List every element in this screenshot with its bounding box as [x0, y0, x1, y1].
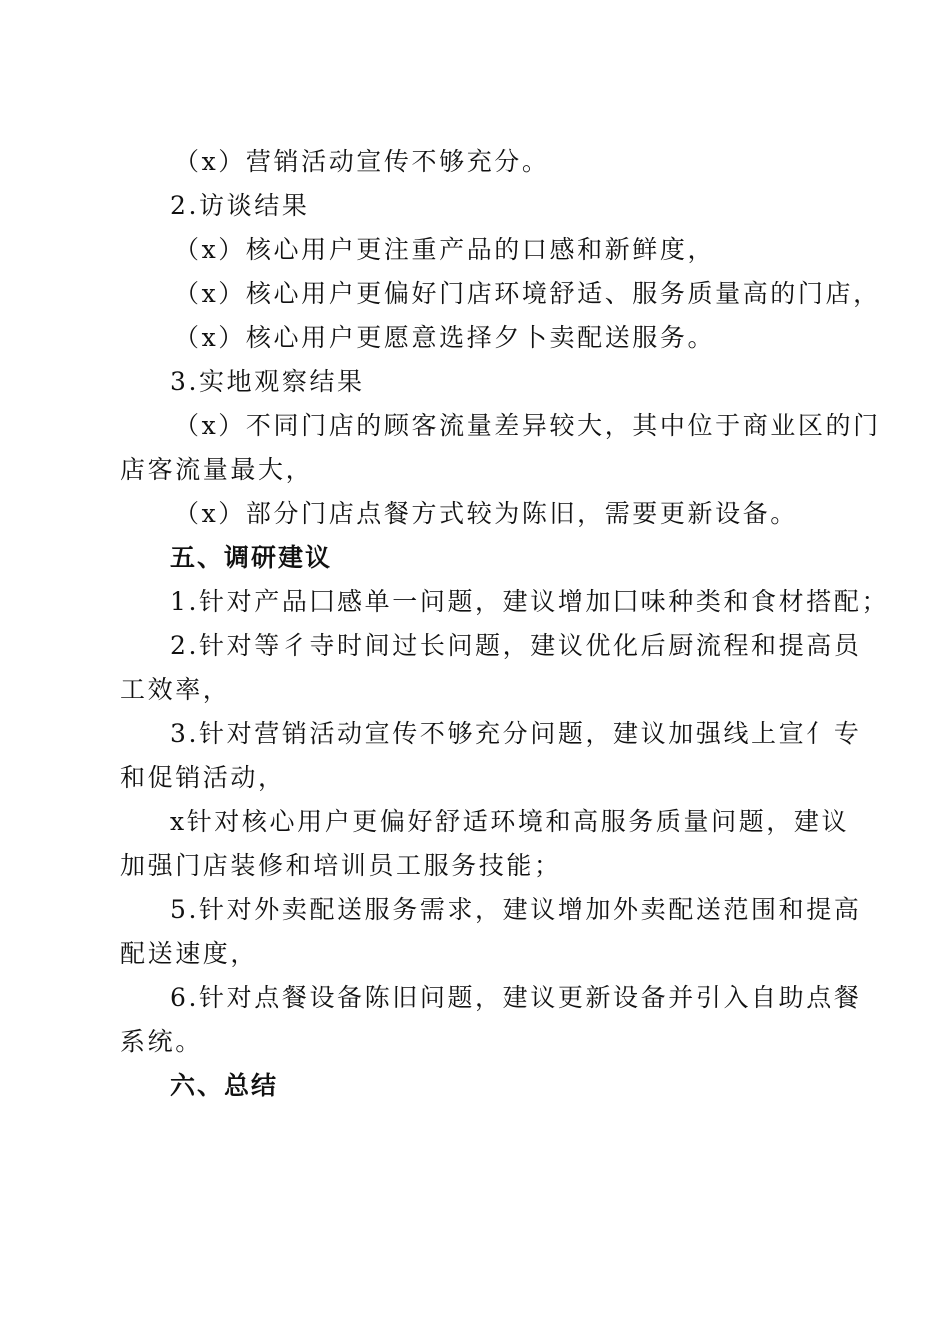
observation-traffic-line2: 店客流量最大， — [120, 455, 314, 484]
interview-finding-taste: （x）核心用户更注重产品的口感和新鲜度， — [174, 235, 716, 264]
recommendation-6 — [120, 976, 862, 1064]
observation-ordering: （x）部分门店点餐方式较为陈旧，需要更新设备。 — [174, 499, 798, 528]
recommendation-4-line1: x针对核心用户更偏好舒适环境和高服务质量问题，建议 — [170, 807, 850, 836]
subheading-field-observation: 3.实地观察结果 — [170, 367, 365, 396]
recommendation-1: 1.针对产品囗感单一问题，建议增加囗味种类和食材搭配； — [170, 587, 890, 616]
recommendation-4 — [120, 800, 850, 888]
recommendation-5-line2: 配送速度， — [120, 939, 259, 968]
observation-traffic — [120, 404, 881, 492]
recommendation-3 — [120, 712, 862, 800]
recommendation-6-line2: 系统。 — [120, 1027, 203, 1056]
interview-finding-delivery: （x）核心用户更愿意选择夕卜卖配送服务。 — [174, 323, 716, 352]
recommendation-2-line2: 工效率， — [120, 675, 231, 704]
recommendation-3-line1: 3.针对营销活动宣传不够充分问题，建议加强线上宣亻专 — [170, 719, 862, 748]
observation-traffic-line1: （x）不同门店的顾客流量差异较大，其中位于商业区的门 — [174, 411, 881, 440]
subheading-interview-results: 2.访谈结果 — [170, 191, 310, 220]
recommendation-6-line1: 6.针对点餐设备陈旧问题，建议更新设备并引入自助点餐 — [170, 983, 862, 1012]
document-body — [120, 140, 890, 1108]
section-heading-summary: 六、总结 — [170, 1071, 279, 1100]
interview-finding-environment: （x）核心用户更偏好门店环境舒适、服务质量高的门店， — [174, 279, 881, 308]
section-heading-recommendations: 五、调研建议 — [170, 543, 333, 572]
finding-marketing: （x）营销活动宣传不够充分。 — [174, 147, 550, 176]
recommendation-4-line2: 加强门店装修和培训员工服务技能； — [120, 851, 562, 880]
recommendation-3-line2: 和促销活动， — [120, 763, 286, 792]
recommendation-2-line1: 2.针对等彳寺时间过长问题，建议优化后厨流程和提高员 — [170, 631, 862, 660]
recommendation-2 — [120, 624, 862, 712]
recommendation-5 — [120, 888, 862, 976]
recommendation-5-line1: 5.针对外卖配送服务需求，建议增加外卖配送范围和提高 — [170, 895, 862, 924]
